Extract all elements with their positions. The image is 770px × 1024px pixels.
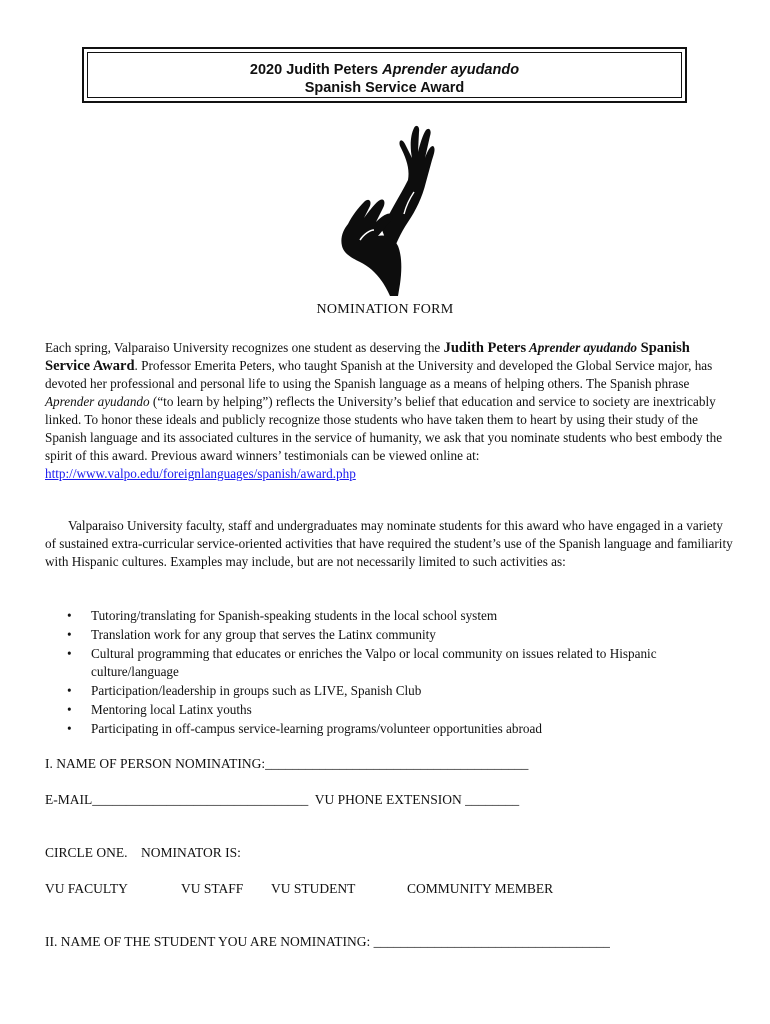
intro-bold-italic: Aprender ayudando xyxy=(526,340,638,355)
eligibility-paragraph: Valparaiso University faculty, staff and undergraduates may nominate students for this award who have engaged in a variety of sustained extra-curricular service-oriented activities that have required the student’s use of the Spanish language and familiarity with Hispanic cultures. Examples may include, but are not necessarily limited to such activities as: xyxy=(45,518,733,569)
list-item: • Cultural programming that educates or enriches the Valpo or local community on issues related to Hispanic culture/language xyxy=(67,646,657,679)
award-title xyxy=(87,52,682,98)
activities-list xyxy=(45,607,725,739)
bullet-icon: • xyxy=(67,646,72,661)
list-item: • Participation/leadership in groups such as LIVE, Spanish Club xyxy=(67,683,422,698)
bullet-icon: • xyxy=(67,721,72,736)
title-subtitle: Spanish Service Award xyxy=(304,80,465,96)
list-item: • Participating in off-campus service-learning programs/volunteer opportunities abroad xyxy=(67,721,542,736)
title-italic: Aprender ayudando xyxy=(382,62,520,78)
intro-text-1: Each spring, Valparaiso University recognizes one student as deserving the xyxy=(45,340,444,355)
option-vu-faculty[interactable]: VU FACULTY xyxy=(45,881,128,896)
award-link[interactable]: http://www.valpo.edu/foreignlanguages/spanish/award.php xyxy=(45,466,356,481)
list-item: • Mentoring local Latinx youths xyxy=(67,702,252,717)
list-item: • Translation work for any group that serves the Latinx community xyxy=(67,627,436,642)
intro-bold-award: Spanish Service Award xyxy=(45,340,690,374)
form-heading: NOMINATION FORM xyxy=(316,302,454,317)
circle-one-label: CIRCLE ONE. NOMINATOR IS: xyxy=(45,845,241,860)
reaching-hands-icon xyxy=(330,118,440,298)
intro-paragraph xyxy=(45,339,735,483)
title-box xyxy=(82,47,687,103)
student-name-field[interactable]: II. NAME OF THE STUDENT YOU ARE NOMINATING: ___________________________________ xyxy=(45,934,610,949)
intro-text-2: . Professor Emerita Peters, who taught Spanish at the University and developed the Global Service major, has devoted her professional and personal life to using the Spanish language as a means of helping others. The Spanish phrase xyxy=(45,358,713,391)
intro-bold-name: Judith Peters xyxy=(443,340,527,356)
nominator-name-field[interactable]: I. NAME OF PERSON NOMINATING:_______________________________________ xyxy=(45,756,529,771)
intro-italic-phrase: Aprender ayudando xyxy=(45,394,150,409)
bullet-icon: • xyxy=(67,702,72,717)
email-phone-field[interactable]: E-MAIL________________________________ VU PHONE EXTENSION ________ xyxy=(45,792,520,807)
title-prefix: 2020 Judith Peters xyxy=(249,62,383,78)
bullet-icon: • xyxy=(67,627,72,642)
list-item: • Tutoring/translating for Spanish-speaking students in the local school system xyxy=(67,608,498,623)
option-vu-student[interactable]: VU STUDENT xyxy=(271,881,356,896)
intro-text-3: (“to learn by helping”) reflects the University’s belief that education and service to society are inextricably linked. To honor these ideals and publicly recognize those students who have taken them to heart by using their study of the Spanish language and its associated cultures in the service of humanity, we ask that you nominate students who best embody the spirit of this award. Previous award winners’ testimonials can be viewed online at: xyxy=(45,394,723,463)
option-vu-staff[interactable]: VU STAFF xyxy=(181,881,244,896)
bullet-icon: • xyxy=(67,608,72,623)
option-community-member[interactable]: COMMUNITY MEMBER xyxy=(407,881,554,896)
bullet-icon: • xyxy=(67,683,72,698)
